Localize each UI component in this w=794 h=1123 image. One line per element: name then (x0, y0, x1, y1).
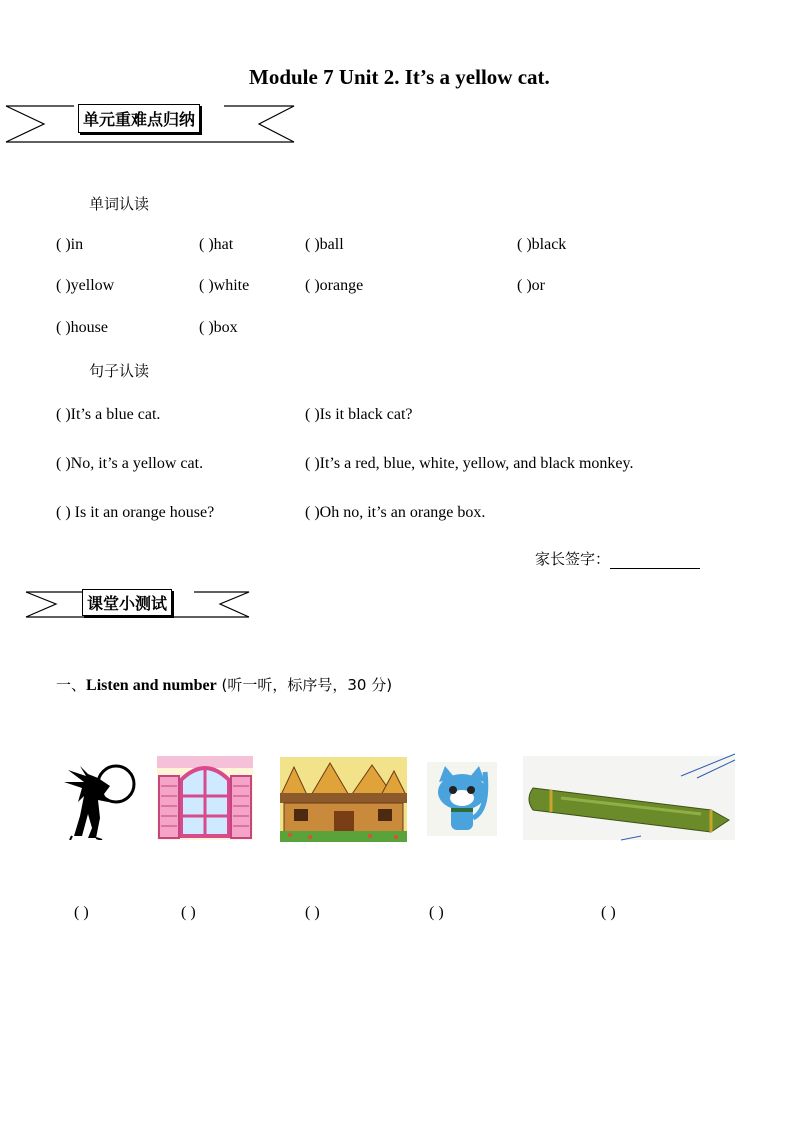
parent-signature: 家长签字： (535, 548, 700, 569)
word-item: ( )house (56, 319, 108, 336)
robot-silhouette-image (58, 756, 138, 840)
sentence-item: ( ) Is it an orange house? (56, 504, 215, 521)
pen-image (521, 752, 737, 842)
question-1-heading: 一、Listen and number (听一听，标序号，30 分) (56, 676, 393, 694)
word-item: ( )white (199, 277, 250, 294)
answer-blank[interactable]: ( ) (305, 904, 320, 921)
answer-blank[interactable]: ( ) (429, 904, 444, 921)
word-item: ( )box (199, 319, 238, 336)
answer-blank[interactable]: ( ) (74, 904, 89, 921)
page-title: Module 7 Unit 2. It’s a yellow cat. (249, 65, 550, 89)
section-heading-words: 单词认读 (89, 195, 150, 213)
house-image (280, 757, 407, 842)
cat-image (427, 762, 497, 836)
sentence-item: ( )Oh no, it’s an orange box. (305, 504, 486, 521)
sentence-item: ( )Is it black cat? (305, 406, 413, 423)
banner-label-summary: 单元重难点归纳 (78, 104, 200, 133)
word-item: ( )hat (199, 236, 234, 253)
sentence-item: ( )It’s a blue cat. (56, 406, 161, 423)
word-item: ( )in (56, 236, 84, 253)
answer-blank[interactable]: ( ) (181, 904, 196, 921)
word-item: ( )orange (305, 277, 364, 294)
signature-line[interactable] (610, 554, 700, 569)
answer-blank[interactable]: ( ) (601, 904, 616, 921)
section-heading-sentences: 句子认读 (89, 362, 150, 380)
sentence-item: ( )It’s a red, blue, white, yellow, and black monkey. (305, 455, 634, 472)
sentence-item: ( )No, it’s a yellow cat. (56, 455, 204, 472)
banner-label-quiz: 课堂小测试 (82, 589, 172, 616)
word-item: ( )or (517, 277, 545, 294)
word-item: ( )black (517, 236, 567, 253)
word-item: ( )yellow (56, 277, 115, 294)
word-item: ( )ball (305, 236, 344, 253)
window-image (157, 756, 253, 840)
